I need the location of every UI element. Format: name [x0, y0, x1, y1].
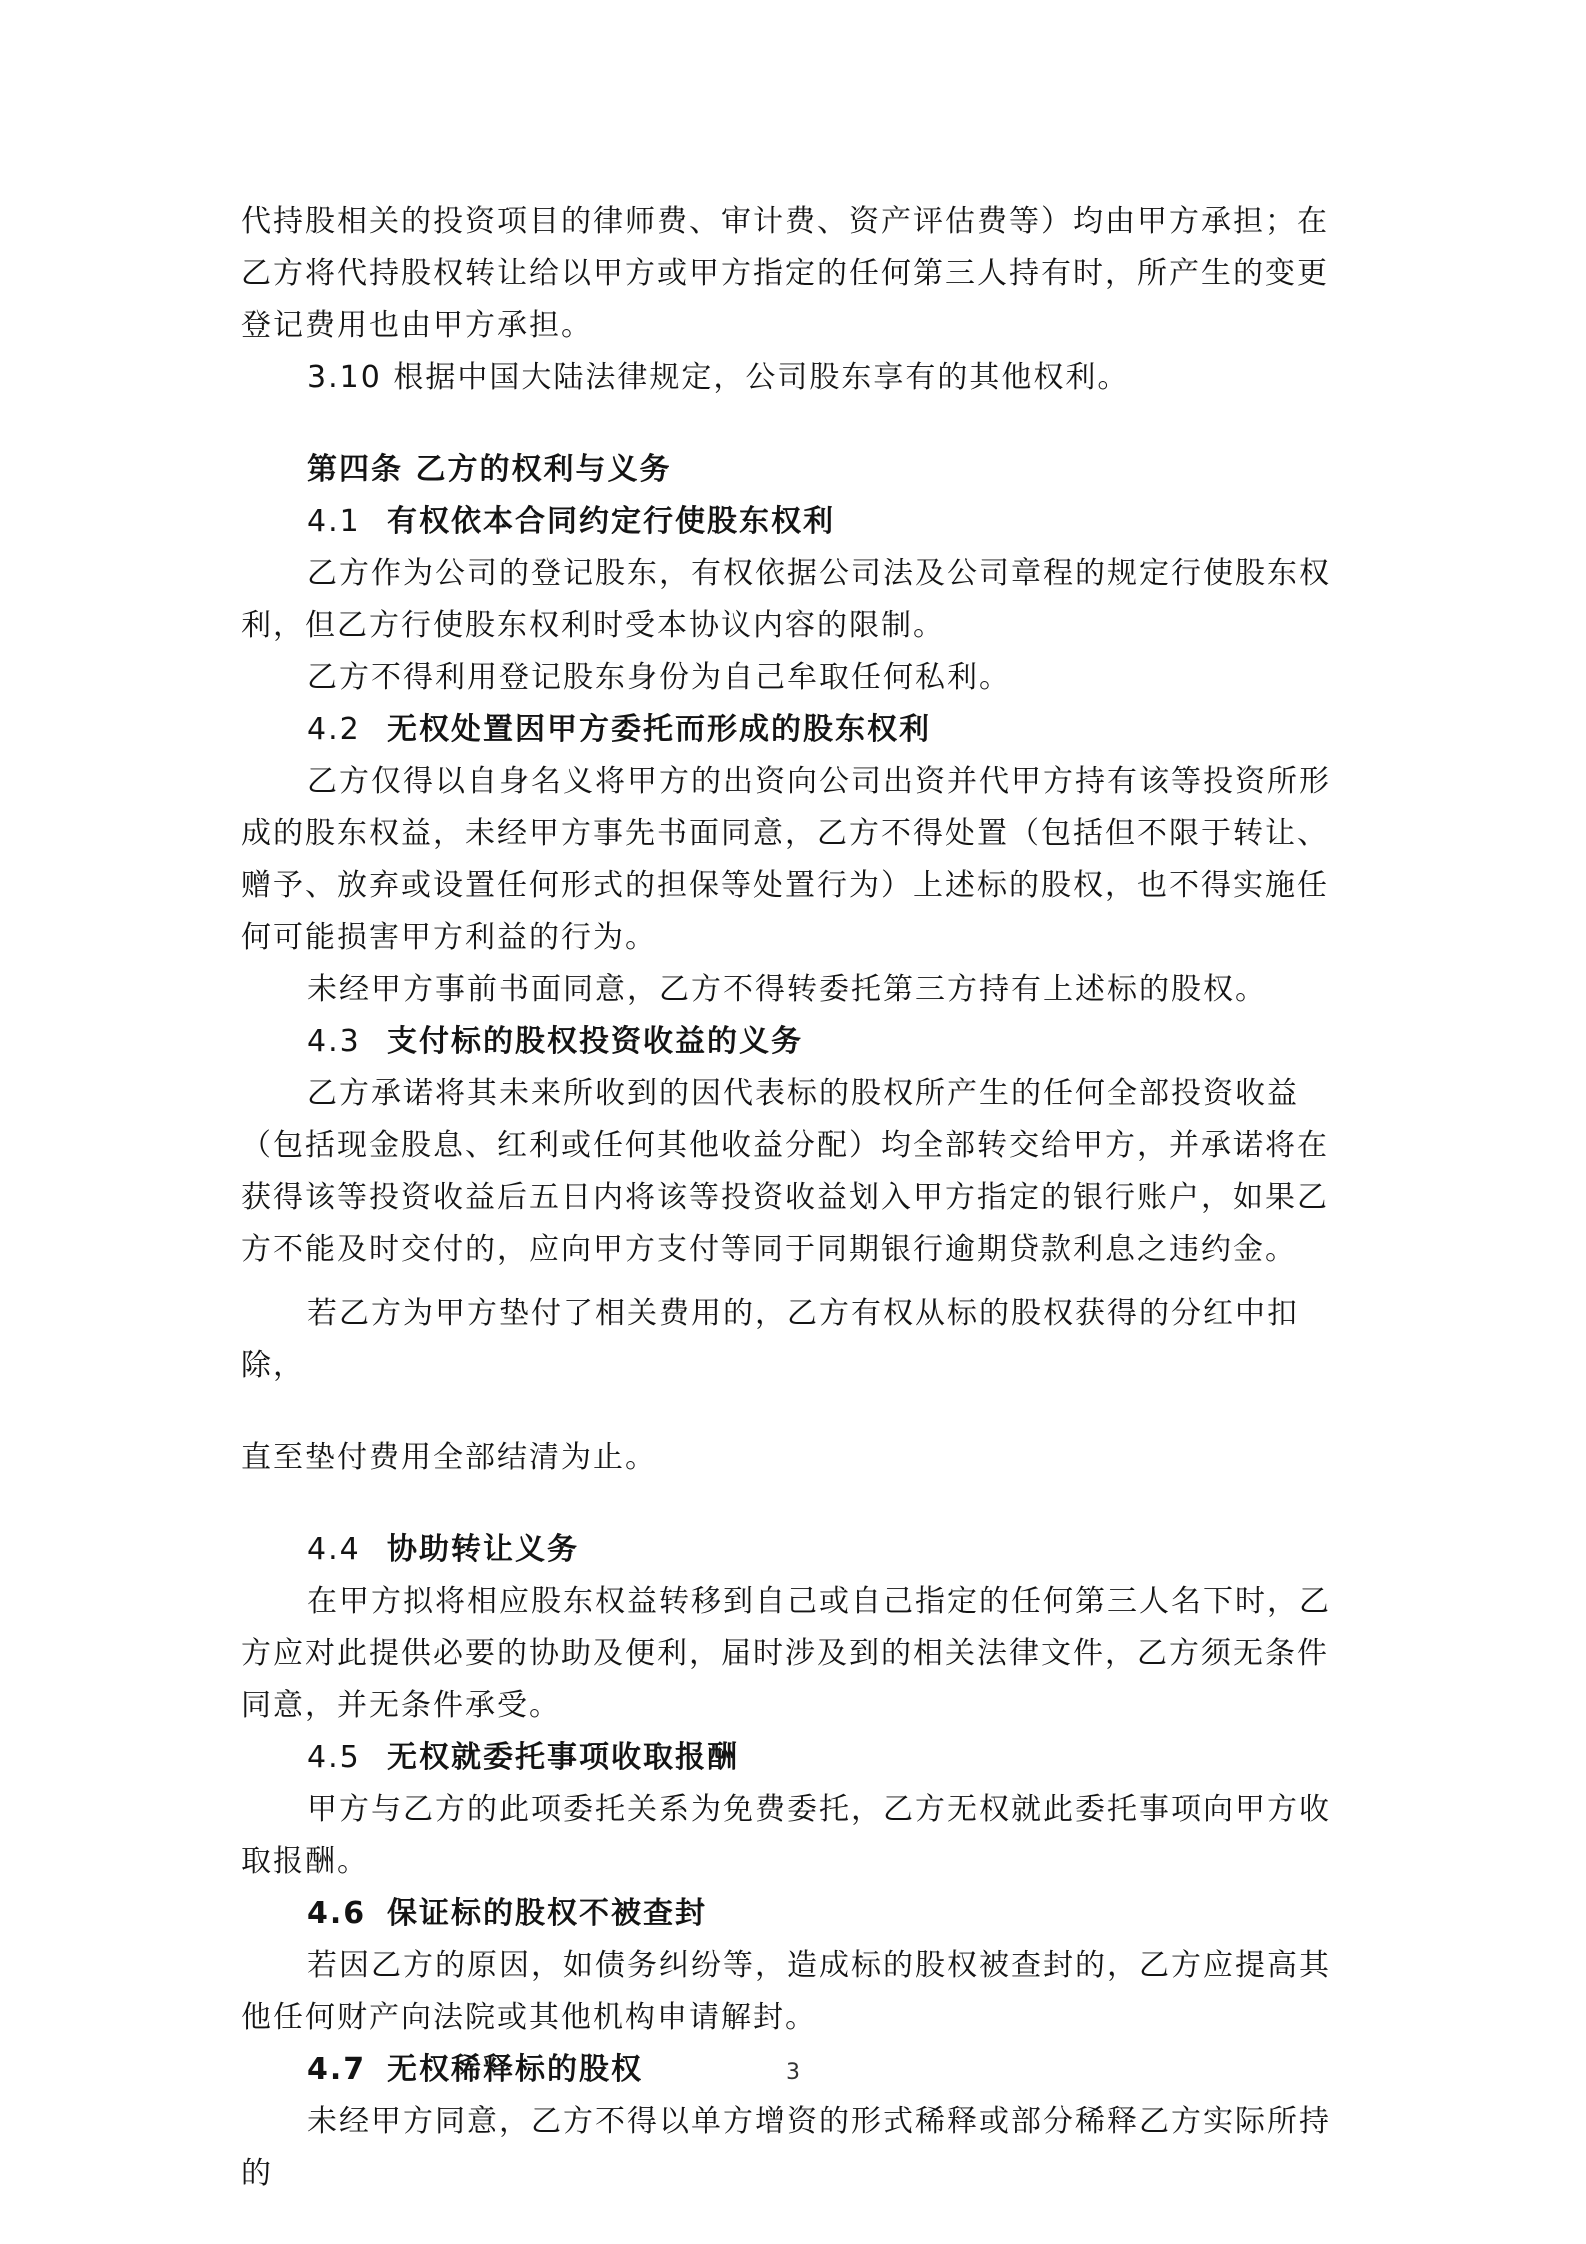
section-title: 保证标的股权不被查封: [387, 1896, 707, 1931]
section-4-2-para-2: 未经甲方事前书面同意，乙方不得转委托第三方持有上述标的股权。: [307, 972, 1267, 1007]
section-4-3-para-2a: 若乙方为甲方垫付了相关费用的，乙方有权从标的股权获得的分红中扣除，: [241, 1296, 1299, 1383]
section-number: 4.7: [307, 2052, 367, 2087]
body-text: [241, 196, 1353, 2200]
clause-3-10: 3.10 根据中国大陆法律规定，公司股东享有的其他权利。: [307, 360, 1130, 395]
section-4-5-heading: [241, 1732, 1353, 1784]
section-title: 协助转让义务: [387, 1532, 579, 1567]
section-4-6-heading: [241, 1888, 1353, 1940]
section-4-3-para-1: 乙方承诺将其未来所收到的因代表标的股权所产生的任何全部投资收益（包括现金股息、红利或任何其他收益分配）均全部转交给甲方，并承诺将在获得该等投资收益后五日内将该等投资收益划入甲方指定的银行账户，如果乙方不能及时交付的，应向甲方支付等同于同期银行逾期贷款利息之违约金。: [241, 1076, 1329, 1267]
section-number: 4.6: [307, 1896, 367, 1931]
section-title: 支付标的股权投资收益的义务: [387, 1024, 803, 1059]
section-4-4-para-1: 在甲方拟将相应股东权益转移到自己或自己指定的任何第三人名下时，乙方应对此提供必要的协助及便利，届时涉及到的相关法律文件，乙方须无条件同意，并无条件承受。: [241, 1584, 1331, 1723]
section-title: 有权依本合同约定行使股东权利: [387, 504, 835, 539]
section-4-4-heading: [241, 1524, 1353, 1576]
section-4-2-para-1: 乙方仅得以自身名义将甲方的出资向公司出资并代甲方持有该等投资所形成的股东权益，未经甲方事先书面同意，乙方不得处置（包括但不限于转让、赠予、放弃或设置任何形式的担保等处置行为）上述标的股权，也不得实施任何可能损害甲方利益的行为。: [241, 764, 1331, 955]
section-title: 无权稀释标的股权: [387, 2052, 643, 2087]
section-4-3-para-2b: 直至垫付费用全部结清为止。: [241, 1440, 657, 1475]
section-number: 4.2: [307, 712, 361, 747]
section-4-1-heading: [241, 496, 1353, 548]
section-number: 4.4: [307, 1532, 361, 1567]
section-4-5-para-1: 甲方与乙方的此项委托关系为免费委托，乙方无权就此委托事项向甲方收取报酬。: [241, 1792, 1331, 1879]
section-title: 无权就委托事项收取报酬: [387, 1740, 739, 1775]
section-number: 4.5: [307, 1740, 361, 1775]
section-4-6-para-1: 若因乙方的原因，如债务纠纷等，造成标的股权被查封的，乙方应提高其他任何财产向法院或其他机构申请解封。: [241, 1948, 1331, 2035]
section-4-1-para-1: 乙方作为公司的登记股东，有权依据公司法及公司章程的规定行使股东权利，但乙方行使股东权利时受本协议内容的限制。: [241, 556, 1331, 643]
section-number: 4.3: [307, 1024, 361, 1059]
page-number: 3: [786, 2060, 800, 2085]
article-4-title: 第四条 乙方的权利与义务: [307, 452, 672, 487]
section-4-2-heading: [241, 704, 1353, 756]
paragraph-continuation: 代持股相关的投资项目的律师费、审计费、资产评估费等）均由甲方承担；在乙方将代持股权转让给以甲方或甲方指定的任何第三人持有时，所产生的变更登记费用也由甲方承担。: [241, 204, 1329, 343]
section-number: 4.1: [307, 504, 361, 539]
section-4-3-heading: [241, 1016, 1353, 1068]
section-4-1-para-2: 乙方不得利用登记股东身份为自己牟取任何私利。: [307, 660, 1011, 695]
section-title: 无权处置因甲方委托而形成的股东权利: [387, 712, 931, 747]
section-4-7-para-1: 未经甲方同意，乙方不得以单方增资的形式稀释或部分稀释乙方实际所持的: [241, 2104, 1331, 2191]
